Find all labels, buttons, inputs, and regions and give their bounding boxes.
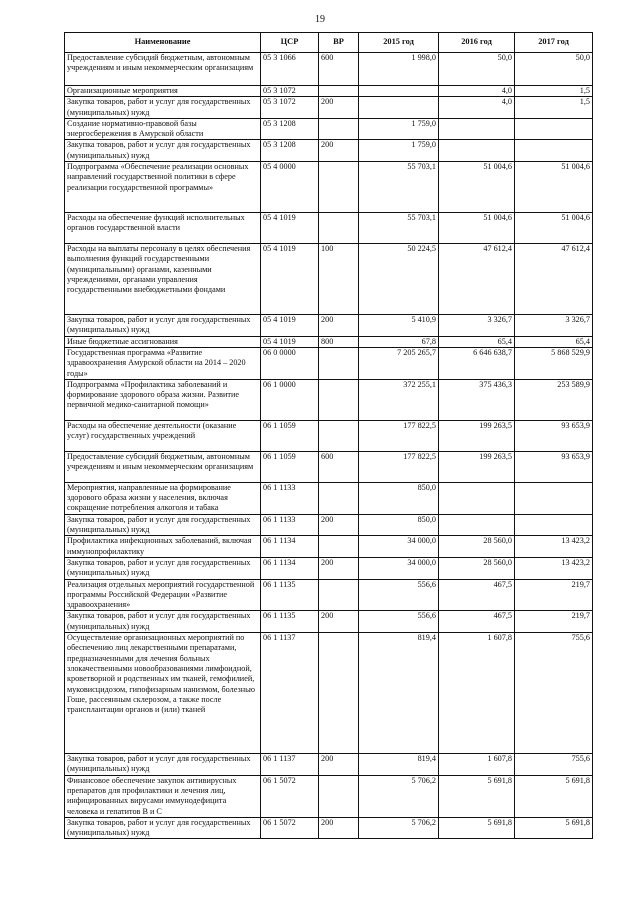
cell-vr: 200	[319, 611, 359, 633]
cell-name: Закупка товаров, работ и услуг для государственных (муниципальных) нужд	[65, 97, 261, 119]
cell-vr	[319, 347, 359, 379]
cell-vr	[319, 118, 359, 140]
cell-2016: 1 607,8	[439, 633, 515, 754]
cell-2015	[359, 97, 439, 119]
cell-2016: 4,0	[439, 97, 515, 119]
cell-csr: 05 4 1019	[261, 213, 319, 244]
cell-csr: 06 1 1137	[261, 633, 319, 754]
cell-name: Иные бюджетные ассигнования	[65, 336, 261, 347]
cell-2017: 1,5	[515, 86, 593, 97]
cell-vr	[319, 86, 359, 97]
cell-2016: 375 436,3	[439, 379, 515, 420]
cell-2016: 5 691,8	[439, 817, 515, 839]
table-row	[65, 536, 593, 558]
cell-csr: 06 1 1133	[261, 514, 319, 536]
cell-2016: 467,5	[439, 611, 515, 633]
cell-csr: 05 4 1019	[261, 244, 319, 315]
cell-name: Организационные мероприятия	[65, 86, 261, 97]
cell-2016	[439, 482, 515, 514]
cell-2016: 199 263,5	[439, 451, 515, 482]
cell-name: Государственная программа «Развитие здравоохранения Амурской области на 2014 – 2020 годы»	[65, 347, 261, 379]
table-row	[65, 336, 593, 347]
cell-vr: 200	[319, 514, 359, 536]
header-2017: 2017 год	[515, 33, 593, 53]
cell-2017: 219,7	[515, 579, 593, 611]
table-row	[65, 451, 593, 482]
cell-vr	[319, 379, 359, 420]
cell-2017: 47 612,4	[515, 244, 593, 315]
cell-vr: 200	[319, 817, 359, 839]
cell-2015: 819,4	[359, 754, 439, 776]
cell-name: Предоставление субсидий бюджетным, автономным учреждениям и иным некоммерческим организациям	[65, 53, 261, 86]
cell-vr: 200	[319, 754, 359, 776]
cell-csr: 05 3 1072	[261, 86, 319, 97]
cell-vr	[319, 213, 359, 244]
cell-2016: 28 560,0	[439, 557, 515, 579]
cell-2015: 1 759,0	[359, 140, 439, 162]
cell-2016	[439, 514, 515, 536]
table-row	[65, 420, 593, 451]
cell-2015: 177 822,5	[359, 451, 439, 482]
cell-2016: 3 326,7	[439, 315, 515, 337]
cell-2016: 199 263,5	[439, 420, 515, 451]
cell-vr	[319, 633, 359, 754]
cell-2017: 51 004,6	[515, 162, 593, 213]
cell-name: Закупка товаров, работ и услуг для государственных (муниципальных) нужд	[65, 140, 261, 162]
cell-2015: 34 000,0	[359, 557, 439, 579]
cell-vr: 800	[319, 336, 359, 347]
cell-name: Финансовое обеспечение закупок антивирусных препаратов для профилактики и лечения лиц, инфицированных вирусами иммунодефицита человека и гепатитов B и C	[65, 775, 261, 817]
cell-name: Предоставление субсидий бюджетным, автономным учреждениям и иным некоммерческим организациям	[65, 451, 261, 482]
table-row	[65, 579, 593, 611]
cell-2015: 850,0	[359, 482, 439, 514]
cell-2016: 467,5	[439, 579, 515, 611]
cell-2015: 1 998,0	[359, 53, 439, 86]
cell-name: Осуществление организационных мероприятий по обеспечению лиц лекарственными препаратами, предназначенными для лечения больных злокачественными новообразованиями лимфоидной, кроветворной и родственных им тканей, гемофилией, муковисцидозом, гипофизарным нанизмом, болезнью Гоше, рассеянным склерозом, а также после трансплантации органов и (или) тканей	[65, 633, 261, 754]
cell-vr	[319, 775, 359, 817]
cell-2017: 93 653,9	[515, 451, 593, 482]
cell-csr: 05 3 1208	[261, 140, 319, 162]
cell-vr	[319, 579, 359, 611]
cell-vr	[319, 482, 359, 514]
table-row	[65, 514, 593, 536]
cell-vr: 600	[319, 451, 359, 482]
cell-2016: 50,0	[439, 53, 515, 86]
table-row	[65, 557, 593, 579]
cell-csr: 06 1 1059	[261, 451, 319, 482]
cell-2017	[515, 514, 593, 536]
cell-2017: 219,7	[515, 611, 593, 633]
cell-2015: 177 822,5	[359, 420, 439, 451]
cell-2017: 253 589,9	[515, 379, 593, 420]
cell-2016: 28 560,0	[439, 536, 515, 558]
cell-csr: 05 3 1208	[261, 118, 319, 140]
cell-2015: 556,6	[359, 579, 439, 611]
cell-name: Мероприятия, направленные на формирование здорового образа жизни у населения, включая сокращение потребления алкоголя и табака	[65, 482, 261, 514]
header-csr: ЦСР	[261, 33, 319, 53]
cell-2016	[439, 140, 515, 162]
cell-2015: 7 205 265,7	[359, 347, 439, 379]
cell-csr: 06 1 1135	[261, 611, 319, 633]
cell-csr: 06 1 1133	[261, 482, 319, 514]
cell-vr	[319, 420, 359, 451]
cell-vr	[319, 536, 359, 558]
cell-vr	[319, 162, 359, 213]
cell-2017: 51 004,6	[515, 213, 593, 244]
cell-2016: 65,4	[439, 336, 515, 347]
cell-csr: 06 1 5072	[261, 775, 319, 817]
table-row	[65, 53, 593, 86]
table-row	[65, 213, 593, 244]
table-row	[65, 315, 593, 337]
header-vr: ВР	[319, 33, 359, 53]
cell-vr: 200	[319, 315, 359, 337]
table-row	[65, 140, 593, 162]
cell-2017: 755,6	[515, 633, 593, 754]
cell-csr: 06 1 1134	[261, 557, 319, 579]
table-row	[65, 347, 593, 379]
cell-2017: 93 653,9	[515, 420, 593, 451]
cell-2016: 4,0	[439, 86, 515, 97]
cell-name: Подпрограмма «Обеспечение реализации основных направлений государственной политики в сфере реализации государственной программы»	[65, 162, 261, 213]
cell-2017: 5 691,8	[515, 817, 593, 839]
budget-table	[64, 32, 593, 839]
cell-csr: 06 1 1134	[261, 536, 319, 558]
table-row	[65, 633, 593, 754]
table-header-row	[65, 33, 593, 53]
cell-csr: 06 1 5072	[261, 817, 319, 839]
cell-2017: 1,5	[515, 97, 593, 119]
cell-2015: 5 706,2	[359, 817, 439, 839]
cell-2015: 67,8	[359, 336, 439, 347]
cell-name: Закупка товаров, работ и услуг для государственных (муниципальных) нужд	[65, 754, 261, 776]
table-row	[65, 97, 593, 119]
cell-csr: 06 1 0000	[261, 379, 319, 420]
cell-2015	[359, 86, 439, 97]
cell-2017: 65,4	[515, 336, 593, 347]
cell-name: Создание нормативно-правовой базы энергосбережения в Амурской области	[65, 118, 261, 140]
cell-2015: 5 410,9	[359, 315, 439, 337]
table-row	[65, 611, 593, 633]
table-row	[65, 817, 593, 839]
cell-2015: 1 759,0	[359, 118, 439, 140]
cell-2016: 5 691,8	[439, 775, 515, 817]
cell-name: Реализация отдельных мероприятий государственной программы Российской Федерации «Развитие здравоохранения»	[65, 579, 261, 611]
cell-vr: 200	[319, 140, 359, 162]
table-body	[65, 53, 593, 839]
cell-2017: 3 326,7	[515, 315, 593, 337]
cell-csr: 05 4 1019	[261, 336, 319, 347]
cell-name: Закупка товаров, работ и услуг для государственных (муниципальных) нужд	[65, 611, 261, 633]
cell-2015: 556,6	[359, 611, 439, 633]
cell-2017: 50,0	[515, 53, 593, 86]
cell-csr: 06 1 1137	[261, 754, 319, 776]
cell-csr: 05 4 0000	[261, 162, 319, 213]
cell-csr: 06 1 1059	[261, 420, 319, 451]
cell-vr: 200	[319, 557, 359, 579]
header-name: Наименование	[65, 33, 261, 53]
table-row	[65, 244, 593, 315]
cell-2015: 50 224,5	[359, 244, 439, 315]
table-row	[65, 754, 593, 776]
cell-2015: 372 255,1	[359, 379, 439, 420]
table-row	[65, 775, 593, 817]
cell-2016: 1 607,8	[439, 754, 515, 776]
cell-csr: 05 3 1066	[261, 53, 319, 86]
cell-vr: 100	[319, 244, 359, 315]
cell-name: Закупка товаров, работ и услуг для государственных (муниципальных) нужд	[65, 557, 261, 579]
cell-name: Расходы на выплаты персоналу в целях обеспечения выполнения функций государственными (муниципальными) органами, казенными учреждениями, органами управления государственными внебюджетными фондами	[65, 244, 261, 315]
cell-2015: 34 000,0	[359, 536, 439, 558]
cell-csr: 05 3 1072	[261, 97, 319, 119]
cell-2015: 55 703,1	[359, 213, 439, 244]
cell-2017: 5 868 529,9	[515, 347, 593, 379]
cell-2017: 5 691,8	[515, 775, 593, 817]
page-number: 19	[315, 14, 325, 25]
cell-2017	[515, 140, 593, 162]
cell-name: Подпрограмма «Профилактика заболеваний и формирование здорового образа жизни. Развитие первичной медико-санитарной помощи»	[65, 379, 261, 420]
cell-2015: 5 706,2	[359, 775, 439, 817]
cell-name: Профилактика инфекционных заболеваний, включая иммунопрофилактику	[65, 536, 261, 558]
cell-2017: 13 423,2	[515, 557, 593, 579]
table-row	[65, 86, 593, 97]
cell-csr: 06 1 1135	[261, 579, 319, 611]
cell-2016: 6 646 638,7	[439, 347, 515, 379]
cell-name: Расходы на обеспечение деятельности (оказание услуг) государственных учреждений	[65, 420, 261, 451]
table-row	[65, 379, 593, 420]
cell-2017	[515, 118, 593, 140]
cell-name: Закупка товаров, работ и услуг для государственных (муниципальных) нужд	[65, 817, 261, 839]
cell-vr: 200	[319, 97, 359, 119]
table-row	[65, 482, 593, 514]
cell-csr: 05 4 1019	[261, 315, 319, 337]
cell-name: Расходы на обеспечение функций исполнительных органов государственной власти	[65, 213, 261, 244]
cell-2017: 755,6	[515, 754, 593, 776]
header-2015: 2015 год	[359, 33, 439, 53]
cell-name: Закупка товаров, работ и услуг для государственных (муниципальных) нужд	[65, 514, 261, 536]
cell-2016: 47 612,4	[439, 244, 515, 315]
cell-2016: 51 004,6	[439, 213, 515, 244]
cell-vr: 600	[319, 53, 359, 86]
cell-2016: 51 004,6	[439, 162, 515, 213]
cell-2016	[439, 118, 515, 140]
cell-2015: 819,4	[359, 633, 439, 754]
cell-2015: 55 703,1	[359, 162, 439, 213]
table-row	[65, 162, 593, 213]
cell-name: Закупка товаров, работ и услуг для государственных (муниципальных) нужд	[65, 315, 261, 337]
cell-csr: 06 0 0000	[261, 347, 319, 379]
table-row	[65, 118, 593, 140]
header-2016: 2016 год	[439, 33, 515, 53]
cell-2017: 13 423,2	[515, 536, 593, 558]
cell-2017	[515, 482, 593, 514]
cell-2015: 850,0	[359, 514, 439, 536]
